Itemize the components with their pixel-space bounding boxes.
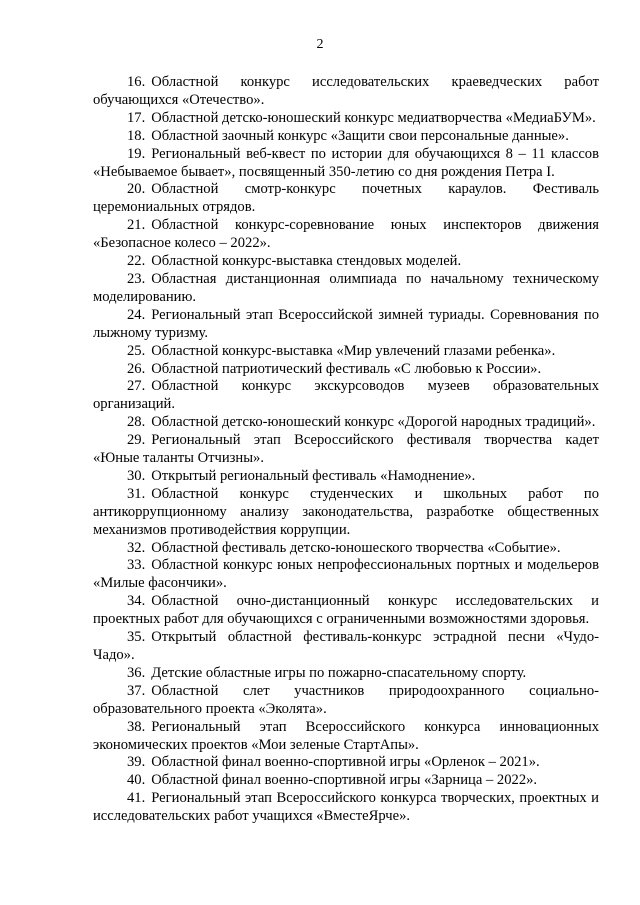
list-item-text: Региональный этап Всероссийской зимней туриады. Соревнования по лыжному туризму. xyxy=(93,306,599,341)
list-item-number: 16. xyxy=(127,74,146,90)
list-item-text: Областной конкурс-выставка «Мир увлечений глазами ребенка». xyxy=(151,342,556,359)
list-item-number: 31. xyxy=(127,485,146,502)
list-item xyxy=(93,181,599,217)
list-item xyxy=(93,790,599,826)
list-item-number: 40. xyxy=(127,772,146,789)
list-item-number: 32. xyxy=(127,539,146,556)
list-item-text: Областной конкурс юных непрофессиональных портных и модельеров «Милые фасончики». xyxy=(93,557,599,592)
list-item xyxy=(93,361,599,379)
list-item-text: Областной конкурс студенческих и школьных работ по антикоррупционному анализу законодательства, разработке общественных механизмов противодействия коррупции. xyxy=(93,485,599,538)
list-item-text: Областной детско-юношеский конкурс «Дорогой народных традиций». xyxy=(151,414,596,431)
list-item-number: 27. xyxy=(127,378,146,395)
list-item-number: 24. xyxy=(127,306,146,323)
list-item-number: 33. xyxy=(127,557,146,574)
list-item-number: 22. xyxy=(127,253,146,270)
list-item-number: 38. xyxy=(127,718,146,735)
list-item-number: 17. xyxy=(127,109,146,126)
list-item xyxy=(93,683,599,719)
list-item-number: 35. xyxy=(127,629,146,646)
list-item xyxy=(93,486,599,540)
list-item-text: Региональный этап Всероссийского фестиваля творчества кадет «Юные таланты Отчизны». xyxy=(93,432,599,467)
page-number: 2 xyxy=(316,37,324,52)
list-item-number: 28. xyxy=(127,414,146,431)
list-item-text: Областной финал военно-спортивной игры «Зарница – 2022». xyxy=(151,772,538,789)
list-item-text: Областной патриотический фестиваль «С любовью к России». xyxy=(151,360,542,377)
list-item-number: 29. xyxy=(127,432,146,449)
list-item xyxy=(93,719,599,755)
list-item xyxy=(93,432,599,468)
list-item-number: 19. xyxy=(127,145,146,162)
list-item xyxy=(93,343,599,361)
list-item-text: Областной детско-юношеский конкурс медиатворчества «МедиаБУМ». xyxy=(151,109,596,126)
list-item-number: 34. xyxy=(127,593,146,610)
list-item xyxy=(93,217,599,253)
list-item-text: Детские областные игры по пожарно-спасательному спорту. xyxy=(151,664,527,681)
list-item-text: Региональный этап Всероссийского конкурса творческих, проектных и исследовательских работ учащихся «ВместеЯрче». xyxy=(93,790,599,825)
list-item xyxy=(93,593,599,629)
list-item-text: Областной очно-дистанционный конкурс исследовательских и проектных работ для обучающихся с ограниченными возможностями здоровья. xyxy=(93,593,599,628)
list-item-number: 25. xyxy=(127,342,146,359)
list-item xyxy=(93,665,599,683)
list-item xyxy=(93,629,599,665)
list-item-number: 26. xyxy=(127,360,146,377)
list-item xyxy=(93,468,599,486)
list-item-text: Областной конкурс-выставка стендовых моделей. xyxy=(151,253,462,270)
list-item xyxy=(93,540,599,558)
list-item-number: 18. xyxy=(127,127,146,144)
list-item-number: 23. xyxy=(127,270,146,287)
list-item xyxy=(93,110,599,128)
list-item xyxy=(93,378,599,414)
list-item xyxy=(93,146,599,182)
list-item-text: Областной конкурс-соревнование юных инспекторов движения «Безопасное колесо – 2022». xyxy=(93,217,599,252)
list-item-text: Областной слет участников природоохранного социально-образовательного проекта «Эколята». xyxy=(93,682,599,717)
list-item-text: Областной конкурс исследовательских краеведческих работ обучающихся «Отечество». xyxy=(93,74,599,108)
list-item xyxy=(93,271,599,307)
list-item-number: 30. xyxy=(127,467,146,484)
list-item-text: Областной конкурс экскурсоводов музеев образовательных организаций. xyxy=(93,378,599,413)
list-item xyxy=(93,307,599,343)
list-item-number: 21. xyxy=(127,217,146,234)
list-item-text: Открытый региональный фестиваль «Намоднение». xyxy=(151,467,476,484)
list-item-text: Региональный веб-квест по истории для обучающихся 8 – 11 классов «Небываемое бывает», посвященный 350-летию со дня рождения Петра I. xyxy=(93,145,599,180)
list-item xyxy=(93,74,599,110)
list-item xyxy=(93,128,599,146)
list-item-text: Областной финал военно-спортивной игры «Орленок – 2021». xyxy=(151,754,540,771)
event-list xyxy=(93,74,599,826)
list-item-text: Региональный этап Всероссийского конкурса инновационных экономических проектов «Мои зеленые СтартАпы». xyxy=(93,718,599,753)
list-item xyxy=(93,772,599,790)
list-item-number: 39. xyxy=(127,754,146,771)
list-item-number: 36. xyxy=(127,664,146,681)
list-item xyxy=(93,253,599,271)
list-item-text: Областной фестиваль детско-юношеского творчества «Событие». xyxy=(151,539,561,556)
list-item-number: 37. xyxy=(127,682,146,699)
list-item xyxy=(93,414,599,432)
list-item-text: Областной заочный конкурс «Защити свои персональные данные». xyxy=(151,127,569,144)
list-item-text: Открытый областной фестиваль-конкурс эстрадной песни «Чудо-Чадо». xyxy=(93,629,599,663)
list-item-number: 41. xyxy=(127,790,146,807)
list-item-text: Областной смотр-конкурс почетных караулов. Фестиваль церемониальных отрядов. xyxy=(93,181,599,216)
list-item-number: 20. xyxy=(127,181,146,198)
list-item-text: Областная дистанционная олимпиада по начальному техническому моделированию. xyxy=(93,270,599,305)
list-item xyxy=(93,557,599,593)
list-item xyxy=(93,754,599,772)
